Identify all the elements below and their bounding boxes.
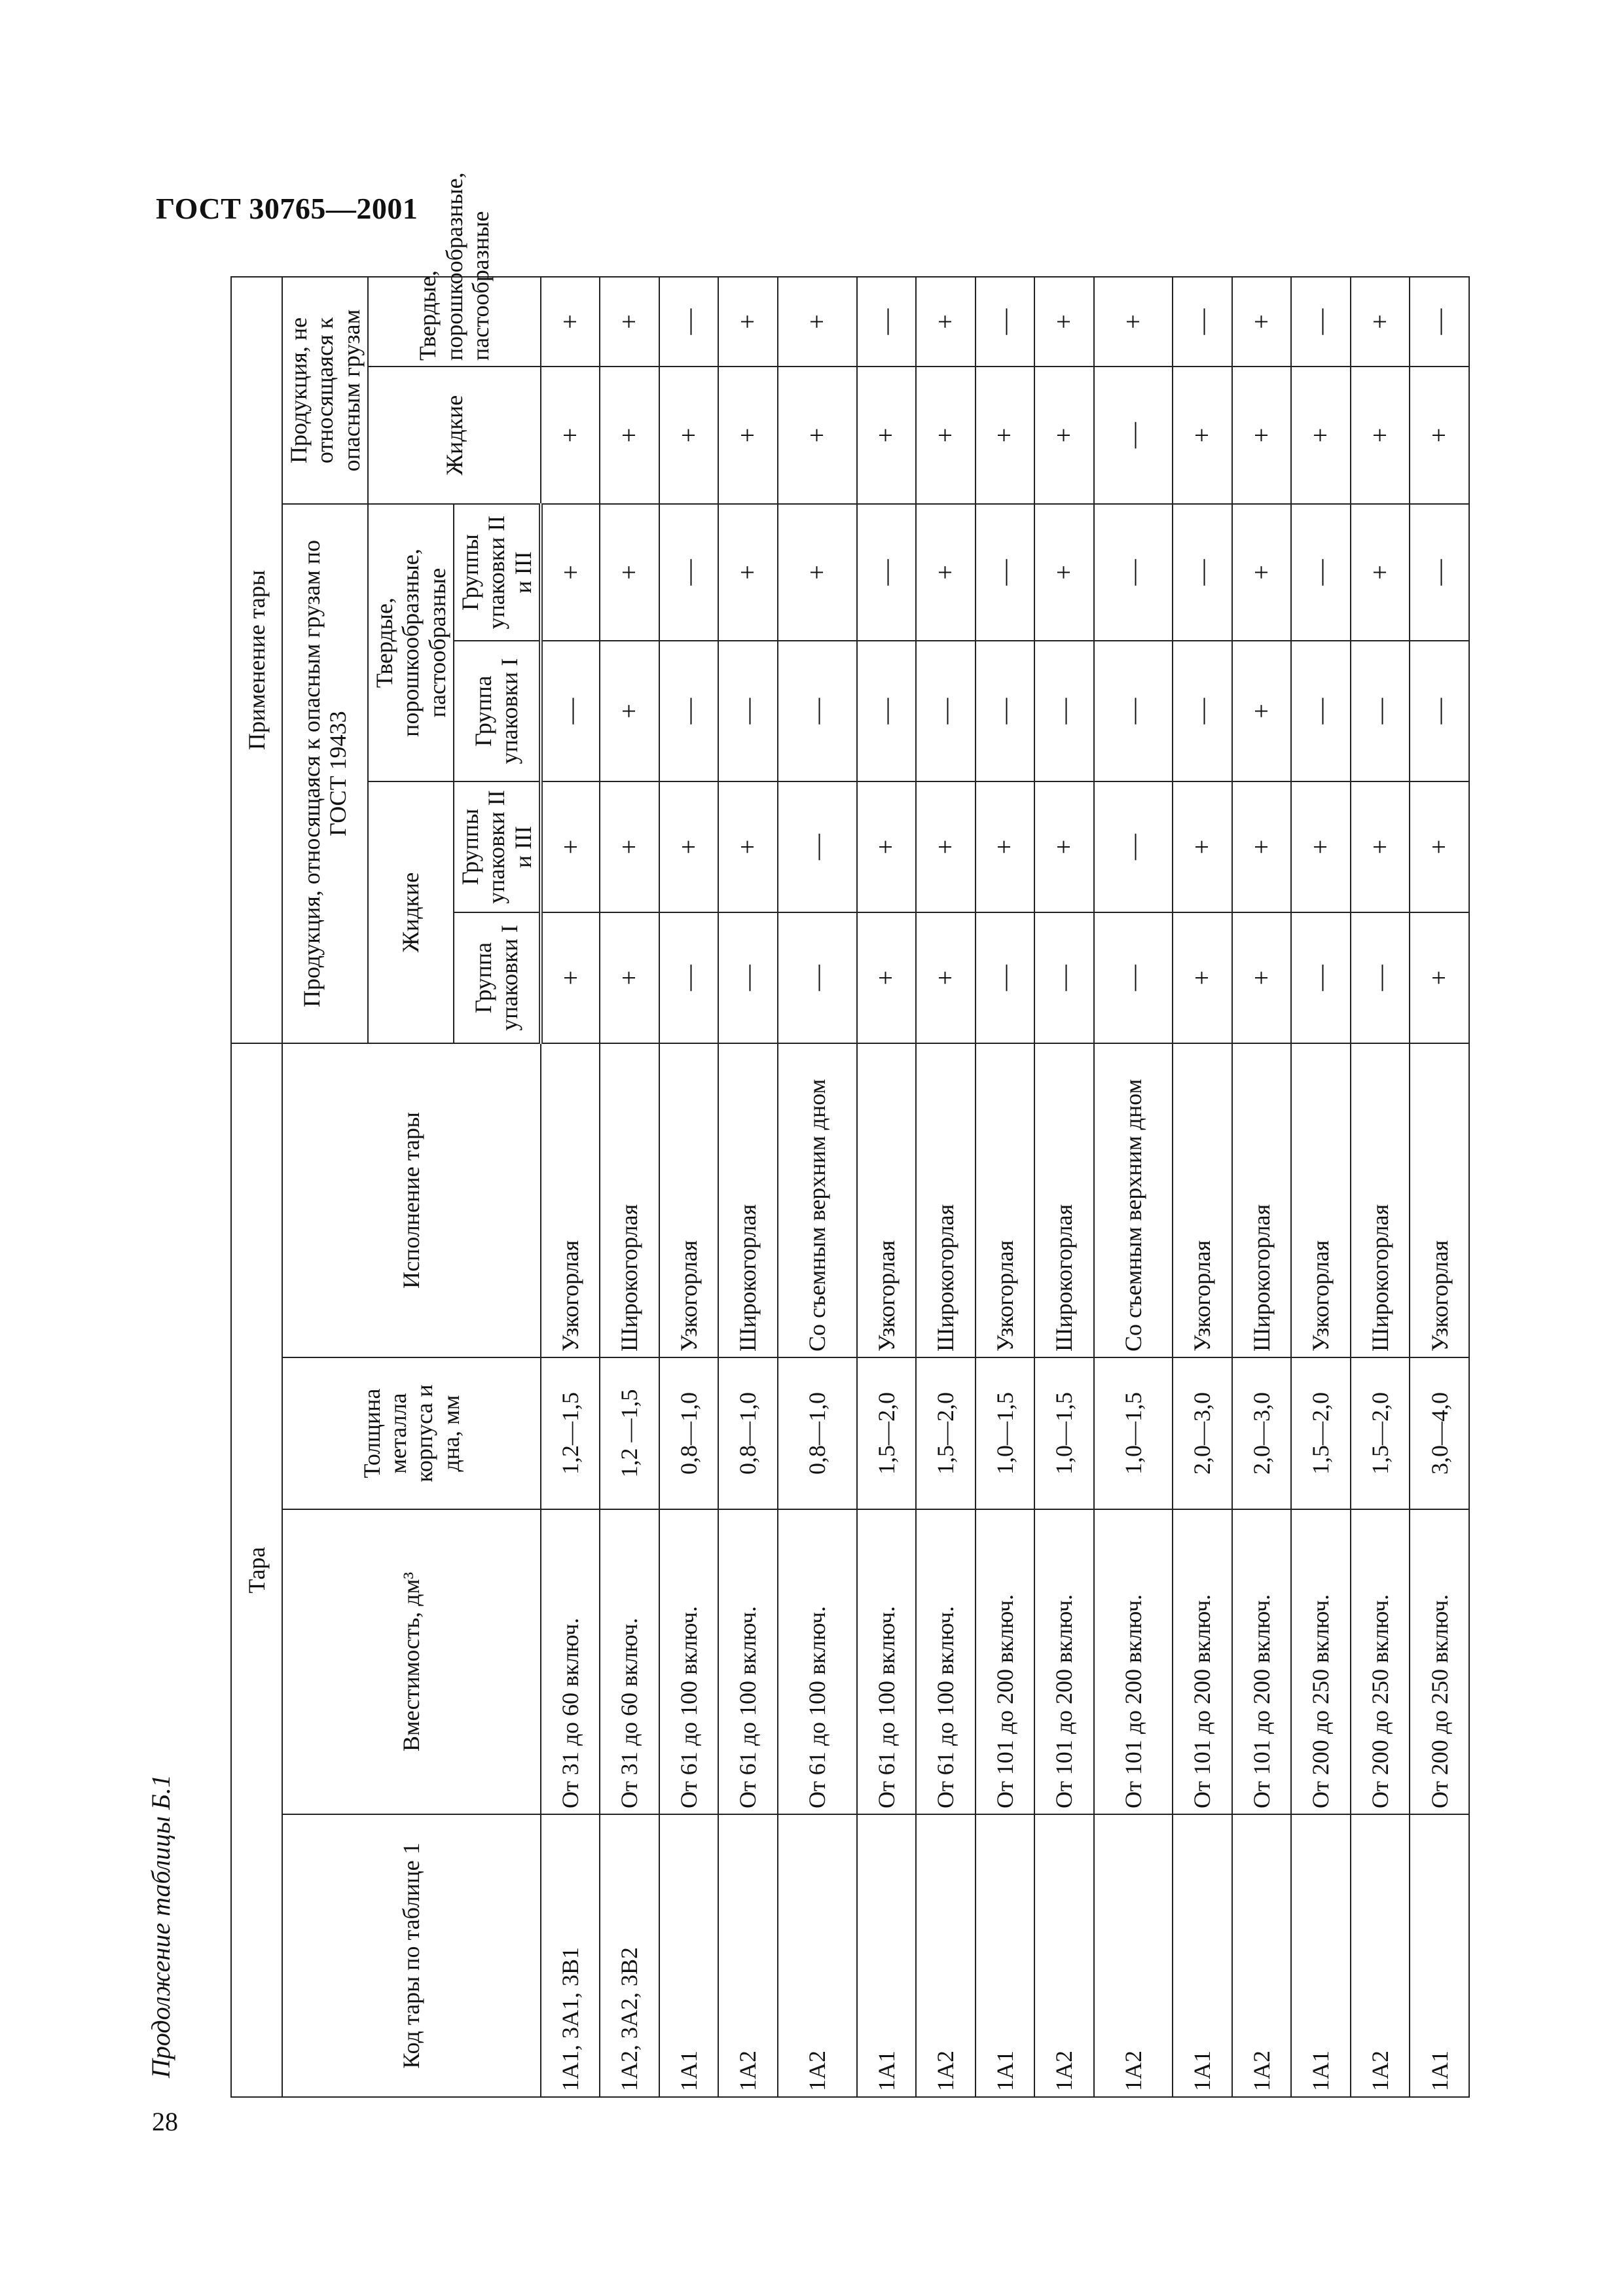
- cell-dangerous-solid-group1: —: [778, 641, 857, 781]
- table-row: [600, 277, 659, 2097]
- cell-dangerous-solid-group23: —: [1173, 504, 1232, 641]
- cell-dangerous-solid-group23: —: [1094, 504, 1173, 641]
- cell-nondangerous-liquid: +: [659, 367, 719, 504]
- cell-dangerous-liquid-group23: +: [718, 781, 778, 912]
- cell-dangerous-liquid-group23: —: [778, 781, 857, 912]
- cell-dangerous-liquid-group23: +: [1232, 781, 1292, 912]
- cell-dangerous-liquid-group23: +: [1410, 781, 1469, 912]
- cell-nondangerous-solid: +: [916, 277, 976, 367]
- table-caption: Продолжение таблицы Б.1: [146, 1774, 175, 2078]
- cell-nondangerous-liquid: +: [778, 367, 857, 504]
- cell-dangerous-solid-group1: —: [916, 641, 976, 781]
- cell-dangerous-liquid-group23: +: [1351, 781, 1410, 912]
- cell-dangerous-solid-group23: +: [600, 504, 659, 641]
- cell-execution: Широкогорлая: [1232, 1043, 1292, 1357]
- cell-execution: Узкогорлая: [857, 1043, 917, 1357]
- header-application: Применение тары: [231, 277, 282, 1043]
- table-row: [976, 277, 1035, 2097]
- cell-dangerous-liquid-group23: +: [1291, 781, 1351, 912]
- cell-dangerous-liquid-group23: +: [659, 781, 719, 912]
- cell-execution: Узкогорлая: [1410, 1043, 1469, 1357]
- cell-nondangerous-solid: +: [1034, 277, 1094, 367]
- cell-capacity: От 200 до 250 включ.: [1291, 1509, 1351, 1814]
- cell-nondangerous-liquid: +: [1173, 367, 1232, 504]
- cell-nondangerous-liquid: +: [1410, 367, 1469, 504]
- cell-dangerous-liquid-group1: —: [718, 912, 778, 1043]
- cell-dangerous-solid-group23: —: [976, 504, 1035, 641]
- cell-execution: Широкогорлая: [1034, 1043, 1094, 1357]
- cell-execution: Узкогорлая: [1173, 1043, 1232, 1357]
- cell-thickness: 3,0—4,0: [1410, 1357, 1469, 1509]
- cell-execution: Узкогорлая: [659, 1043, 719, 1357]
- cell-dangerous-solid-group1: —: [1351, 641, 1410, 781]
- cell-dangerous-liquid-group1: —: [778, 912, 857, 1043]
- cell-capacity: От 61 до 100 включ.: [659, 1509, 719, 1814]
- cell-nondangerous-solid: +: [1351, 277, 1410, 367]
- table-row: [659, 277, 719, 2097]
- cell-thickness: 2,0—3,0: [1232, 1357, 1292, 1509]
- cell-code: 1A2, 3A2, 3B2: [600, 1814, 659, 2097]
- cell-capacity: От 61 до 100 включ.: [778, 1509, 857, 1814]
- cell-dangerous-liquid-group1: +: [600, 912, 659, 1043]
- cell-nondangerous-liquid: +: [541, 367, 600, 504]
- table-row: [1034, 277, 1094, 2097]
- cell-dangerous-liquid-group23: —: [1094, 781, 1173, 912]
- cell-nondangerous-liquid: +: [916, 367, 976, 504]
- cell-capacity: От 101 до 200 включ.: [1034, 1509, 1094, 1814]
- cell-capacity: От 31 до 60 включ.: [600, 1509, 659, 1814]
- header-solid-group23: Группы упаковки II и III: [454, 504, 541, 641]
- cell-dangerous-liquid-group23: +: [916, 781, 976, 912]
- cell-code: 1A2: [916, 1814, 976, 2097]
- cell-nondangerous-solid: +: [541, 277, 600, 367]
- cell-capacity: От 101 до 200 включ.: [976, 1509, 1035, 1814]
- cell-nondangerous-solid: +: [718, 277, 778, 367]
- cell-dangerous-solid-group1: —: [1291, 641, 1351, 781]
- cell-nondangerous-solid: +: [1232, 277, 1292, 367]
- cell-execution: Со съемным верхним дном: [778, 1043, 857, 1357]
- header-dangerous-liquid: Жидкие: [368, 781, 454, 1043]
- cell-dangerous-solid-group23: +: [1034, 504, 1094, 641]
- cell-code: 1A1: [1410, 1814, 1469, 2097]
- table-row: [916, 277, 976, 2097]
- cell-thickness: 1,5—2,0: [1351, 1357, 1410, 1509]
- cell-execution: Широкогорлая: [1351, 1043, 1410, 1357]
- cell-dangerous-solid-group1: —: [1094, 641, 1173, 781]
- cell-code: 1A2: [1094, 1814, 1173, 2097]
- table-row: [778, 277, 857, 2097]
- cell-code: 1A1: [1173, 1814, 1232, 2097]
- cell-capacity: От 61 до 100 включ.: [916, 1509, 976, 1814]
- cell-capacity: От 101 до 200 включ.: [1232, 1509, 1292, 1814]
- cell-dangerous-liquid-group1: +: [1410, 912, 1469, 1043]
- table-row: [1410, 277, 1469, 2097]
- header-dangerous: Продукция, относящаяся к опасным грузам по ГОСТ 19433: [282, 504, 368, 1043]
- cell-code: 1A2: [1034, 1814, 1094, 2097]
- cell-dangerous-solid-group23: +: [541, 504, 600, 641]
- table-row: [1291, 277, 1351, 2097]
- cell-nondangerous-liquid: +: [857, 367, 917, 504]
- cell-code: 1A2: [1232, 1814, 1292, 2097]
- cell-nondangerous-solid: +: [600, 277, 659, 367]
- cell-nondangerous-solid: +: [1094, 277, 1173, 367]
- cell-dangerous-liquid-group23: +: [1034, 781, 1094, 912]
- cell-thickness: 1,5—2,0: [1291, 1357, 1351, 1509]
- cell-code: 1A1: [857, 1814, 917, 2097]
- cell-code: 1A1: [659, 1814, 719, 2097]
- header-liquid-group23: Группы упаковки II и III: [454, 781, 541, 912]
- cell-dangerous-solid-group1: —: [1034, 641, 1094, 781]
- cell-capacity: От 61 до 100 включ.: [718, 1509, 778, 1814]
- cell-capacity: От 61 до 100 включ.: [857, 1509, 917, 1814]
- cell-dangerous-liquid-group1: +: [541, 912, 600, 1043]
- table-body: [541, 277, 1469, 2097]
- cell-thickness: 1,0—1,5: [1094, 1357, 1173, 1509]
- cell-thickness: 0,8—1,0: [659, 1357, 719, 1509]
- cell-dangerous-solid-group1: —: [1173, 641, 1232, 781]
- cell-dangerous-solid-group23: +: [718, 504, 778, 641]
- cell-dangerous-liquid-group1: —: [1094, 912, 1173, 1043]
- cell-code: 1A1, 3A1, 3B1: [541, 1814, 600, 2097]
- cell-execution: Широкогорлая: [718, 1043, 778, 1357]
- cell-thickness: 1,2—1,5: [541, 1357, 600, 1509]
- cell-nondangerous-solid: —: [857, 277, 917, 367]
- cell-thickness: 1,0—1,5: [1034, 1357, 1094, 1509]
- document-code: ГОСТ 30765—2001: [156, 192, 418, 225]
- cell-nondangerous-solid: —: [1291, 277, 1351, 367]
- cell-nondangerous-solid: —: [976, 277, 1035, 367]
- cell-dangerous-liquid-group1: +: [916, 912, 976, 1043]
- header-nondangerous-solid: Твердые, порошкообразные, пастообразные: [368, 277, 541, 367]
- cell-dangerous-liquid-group1: —: [1351, 912, 1410, 1043]
- cell-nondangerous-liquid: +: [1232, 367, 1292, 504]
- cell-code: 1A1: [976, 1814, 1035, 2097]
- header-dangerous-solid: Твердые, порошкообразные, пастообразные: [368, 504, 454, 781]
- cell-dangerous-liquid-group1: —: [659, 912, 719, 1043]
- cell-dangerous-liquid-group1: —: [1291, 912, 1351, 1043]
- cell-dangerous-solid-group1: +: [1232, 641, 1292, 781]
- header-capacity: Вместимость, дм³: [282, 1509, 541, 1814]
- cell-code: 1A2: [1351, 1814, 1410, 2097]
- cell-execution: Широкогорлая: [916, 1043, 976, 1357]
- cell-nondangerous-liquid: +: [1291, 367, 1351, 504]
- cell-execution: Узкогорлая: [1291, 1043, 1351, 1357]
- cell-thickness: 1,0—1,5: [976, 1357, 1035, 1509]
- header-code: Код тары по таблице 1: [282, 1814, 541, 2097]
- cell-dangerous-solid-group1: —: [857, 641, 917, 781]
- cell-dangerous-solid-group1: —: [659, 641, 719, 781]
- cell-thickness: 2,0—3,0: [1173, 1357, 1232, 1509]
- cell-dangerous-solid-group23: —: [1410, 504, 1469, 641]
- cell-thickness: 0,8—1,0: [778, 1357, 857, 1509]
- cell-dangerous-liquid-group23: +: [600, 781, 659, 912]
- cell-nondangerous-liquid: +: [976, 367, 1035, 504]
- table-row: [1094, 277, 1173, 2097]
- cell-execution: Широкогорлая: [600, 1043, 659, 1357]
- cell-code: 1A1: [1291, 1814, 1351, 2097]
- cell-dangerous-liquid-group1: +: [1232, 912, 1292, 1043]
- cell-dangerous-solid-group1: —: [1410, 641, 1469, 781]
- cell-dangerous-solid-group23: +: [916, 504, 976, 641]
- cell-dangerous-liquid-group23: +: [541, 781, 600, 912]
- header-solid-group1: Группа упаковки I: [454, 641, 541, 781]
- table-row: [718, 277, 778, 2097]
- header-non-dangerous: Продукция, не относящаяся к опасным грузам: [282, 277, 368, 504]
- table-row: [1173, 277, 1232, 2097]
- table-row: [1232, 277, 1292, 2097]
- cell-nondangerous-solid: —: [659, 277, 719, 367]
- cell-dangerous-solid-group23: —: [857, 504, 917, 641]
- header-nondangerous-liquid: Жидкие: [368, 367, 541, 504]
- header-tara: Тара: [231, 1043, 282, 2097]
- cell-capacity: От 101 до 200 включ.: [1173, 1509, 1232, 1814]
- cell-dangerous-solid-group23: —: [1291, 504, 1351, 641]
- cell-dangerous-solid-group23: +: [1232, 504, 1292, 641]
- cell-dangerous-solid-group23: +: [778, 504, 857, 641]
- cell-capacity: От 200 до 250 включ.: [1351, 1509, 1410, 1814]
- header-liquid-group1: Группа упаковки I: [454, 912, 541, 1043]
- cell-nondangerous-liquid: —: [1094, 367, 1173, 504]
- cell-nondangerous-liquid: +: [1351, 367, 1410, 504]
- cell-nondangerous-liquid: +: [600, 367, 659, 504]
- page-number: 28: [152, 2107, 178, 2136]
- cell-capacity: От 200 до 250 включ.: [1410, 1509, 1469, 1814]
- cell-dangerous-solid-group1: —: [541, 641, 600, 781]
- cell-thickness: 1,5—2,0: [916, 1357, 976, 1509]
- cell-nondangerous-solid: —: [1173, 277, 1232, 367]
- cell-dangerous-liquid-group23: +: [976, 781, 1035, 912]
- cell-nondangerous-liquid: +: [718, 367, 778, 504]
- cell-dangerous-liquid-group23: +: [857, 781, 917, 912]
- cell-nondangerous-liquid: +: [1034, 367, 1094, 504]
- cell-thickness: 0,8—1,0: [718, 1357, 778, 1509]
- cell-thickness: 1,5—2,0: [857, 1357, 917, 1509]
- header-thickness: Толщина металла корпуса и дна, мм: [282, 1357, 541, 1509]
- cell-dangerous-solid-group1: —: [976, 641, 1035, 781]
- header-execution: Исполнение тары: [282, 1043, 541, 1357]
- cell-dangerous-solid-group1: —: [718, 641, 778, 781]
- cell-execution: Со съемным верхним дном: [1094, 1043, 1173, 1357]
- cell-dangerous-solid-group1: +: [600, 641, 659, 781]
- cell-dangerous-liquid-group1: +: [1173, 912, 1232, 1043]
- cell-dangerous-solid-group23: +: [1351, 504, 1410, 641]
- cell-dangerous-solid-group23: —: [659, 504, 719, 641]
- cell-dangerous-liquid-group1: —: [1034, 912, 1094, 1043]
- cell-nondangerous-solid: —: [1410, 277, 1469, 367]
- cell-code: 1A2: [778, 1814, 857, 2097]
- table-row: [541, 277, 600, 2097]
- cell-execution: Узкогорлая: [541, 1043, 600, 1357]
- cell-execution: Узкогорлая: [976, 1043, 1035, 1357]
- cell-capacity: От 31 до 60 включ.: [541, 1509, 600, 1814]
- table-row: [857, 277, 917, 2097]
- cell-nondangerous-solid: +: [778, 277, 857, 367]
- cell-dangerous-liquid-group1: +: [857, 912, 917, 1043]
- cell-dangerous-liquid-group1: —: [976, 912, 1035, 1043]
- cell-code: 1A2: [718, 1814, 778, 2097]
- table-row: [1351, 277, 1410, 2097]
- cell-dangerous-liquid-group23: +: [1173, 781, 1232, 912]
- cell-capacity: От 101 до 200 включ.: [1094, 1509, 1173, 1814]
- cell-thickness: 1,2 —1,5: [600, 1357, 659, 1509]
